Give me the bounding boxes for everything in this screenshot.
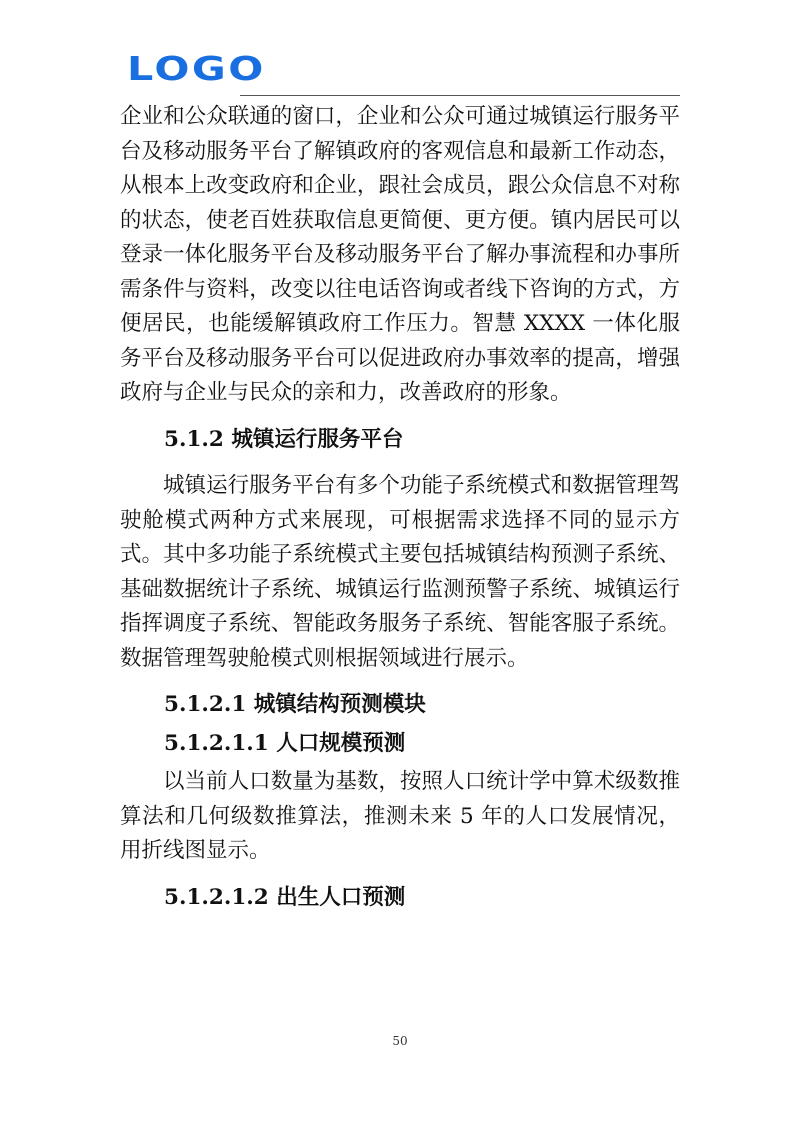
section-heading-5-1-2: 5.1.2 城镇运行服务平台: [164, 426, 404, 452]
paragraph-platform-modes: 城镇运行服务平台有多个功能子系统模式和数据管理驾驶舱模式两种方式来展现，可根据需求选择不同的显示方式。其中多功能子系统模式主要包括城镇结构预测子系统、基础数据统计子系统、城镇运行监测预警子系统、城镇运行指挥调度子系统、智能政务服务子系统、智能客服子系统。数据管理驾驶舱模式则根据领域进行展示。: [120, 473, 680, 671]
section-heading-5-1-2-1: 5.1.2.1 城镇结构预测模块: [164, 692, 426, 717]
section-heading-5-1-2-1-1: 5.1.2.1.1 人口规模预测: [164, 730, 406, 756]
document-body: [120, 100, 680, 915]
header-divider: [240, 95, 680, 96]
paragraph-population-forecast: 以当前人口数量为基数，按照人口统计学中算术级数推算法和几何级数推算法，推测未来 5 年的人口发展情况，用折线图显示。: [120, 769, 680, 863]
paragraph-portal-benefits: 企业和公众联通的窗口，企业和公众可通过城镇运行服务平台及移动服务平台了解镇政府的客观信息和最新工作动态，从根本上改变政府和企业，跟社会成员，跟公众信息不对称的状态，使老百姓获取信息更简便、更方便。镇内居民可以登录一体化服务平台及移动服务平台了解办事流程和办事所需条件与资料，改变以往电话咨询或者线下咨询的方式，方便居民，也能缓解镇政府工作压力。智慧 XXXX 一体化服务平台及移动服务平台可以促进政府办事效率的提高，增强政府与企业与民众的亲和力，改善政府的形象。: [120, 104, 680, 405]
section-heading-5-1-2-1-2: 5.1.2.1.2 出生人口预测: [164, 884, 406, 910]
logo: LOGO: [127, 49, 266, 88]
page-number: 50: [392, 1034, 408, 1048]
